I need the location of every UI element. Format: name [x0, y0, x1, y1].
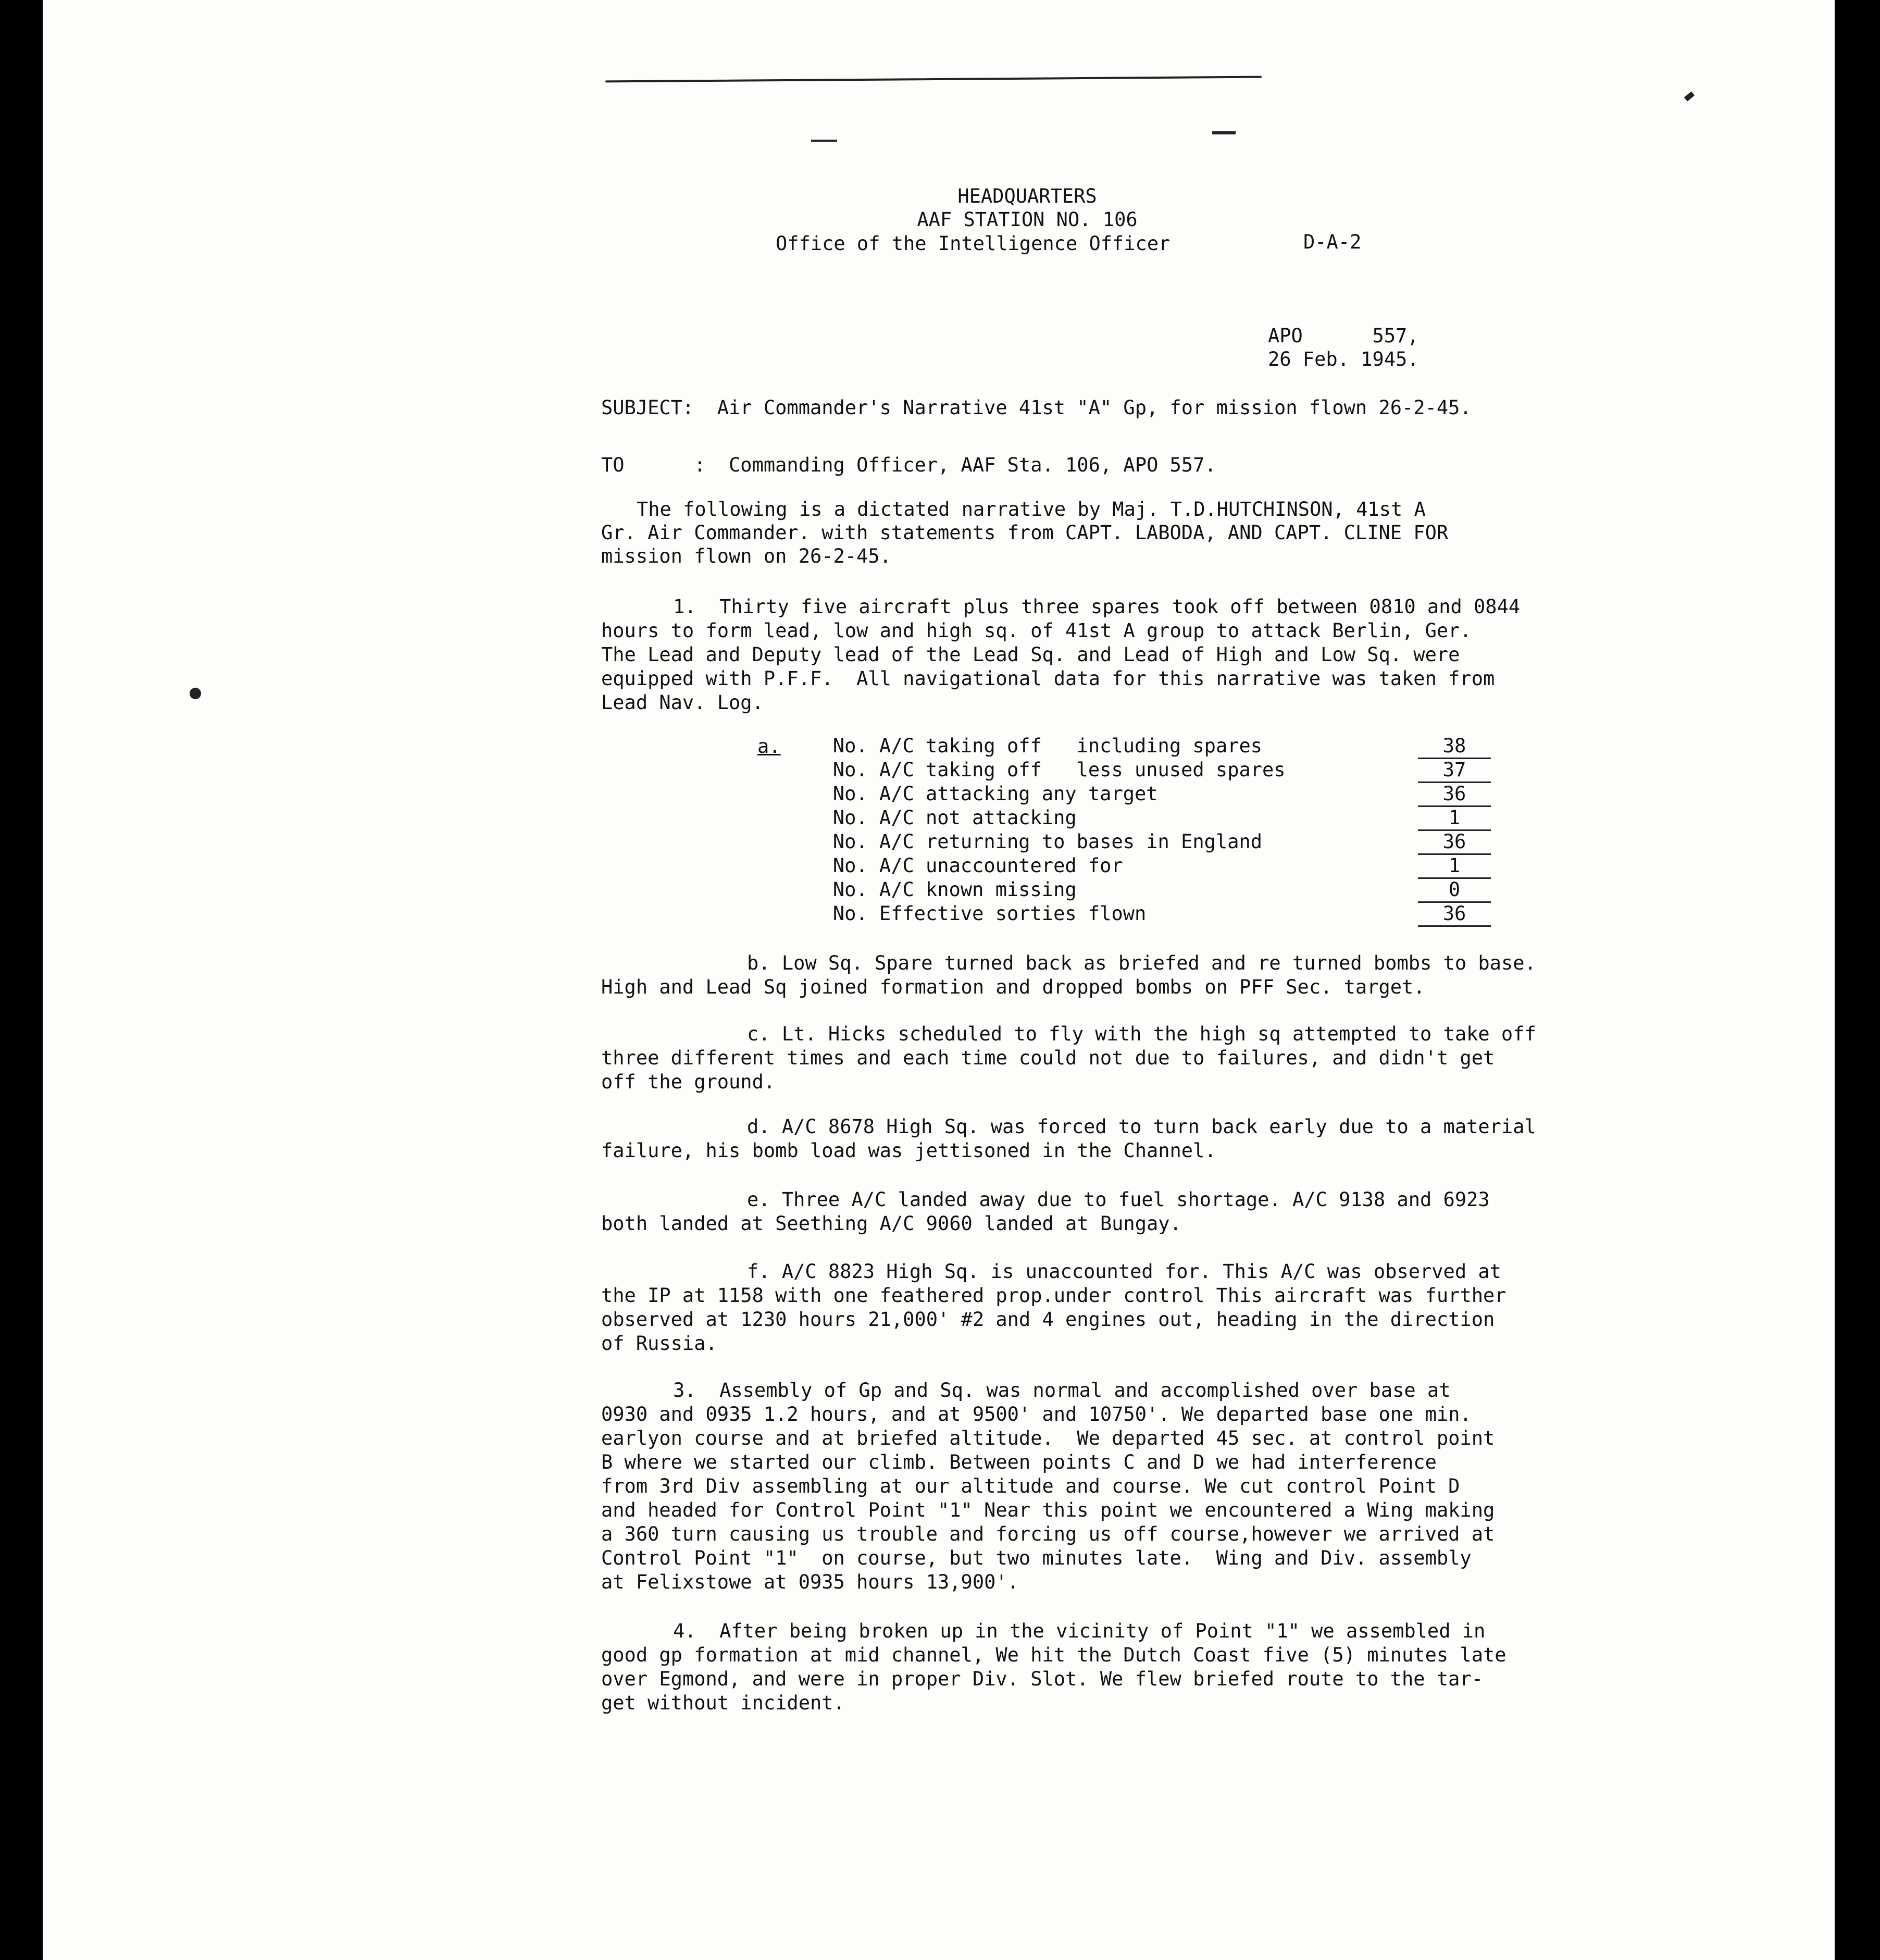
para3-line-3: earlyon course and at briefed altitude. We departed 45 sec. at control point	[601, 1427, 1495, 1449]
scan-mark-dash-2	[1212, 131, 1236, 134]
to-line: TO : Commanding Officer, AAF Sta. 106, APO 557.	[601, 454, 1216, 476]
letterhead-line-1: HEADQUARTERS	[957, 185, 1097, 207]
tally-letter: a.	[757, 735, 781, 758]
para4-line-4: get without incident.	[601, 1692, 845, 1714]
para1-line-1: 1. Thirty five aircraft plus three spares took off between 0810 and 0844	[673, 596, 1521, 618]
intro-line-3: mission flown on 26-2-45.	[601, 545, 891, 567]
tally-row	[798, 854, 1475, 878]
para-e-line-1: e. Three A/C landed away due to fuel shortage. A/C 9138 and 6923	[747, 1188, 1490, 1211]
tally-row	[798, 807, 1475, 830]
scan-mark-dot	[190, 688, 201, 699]
tally-value: 36	[1442, 783, 1466, 805]
scan-mark-top-line	[605, 76, 1262, 83]
para4-line-1: 4. After being broken up in the vicinity of Point "1" we assembled in	[673, 1620, 1486, 1642]
tally-label: No. A/C returning to bases in England	[798, 830, 1263, 853]
para3-line-1: 3. Assembly of Gp and Sq. was normal and accomplished over base at	[673, 1379, 1451, 1401]
para4-line-2: good gp formation at mid channel, We hit the Dutch Coast five (5) minutes late	[601, 1644, 1507, 1666]
intro-line-2: Gr. Air Commander. with statements from CAPT. LABODA, AND CAPT. CLINE FOR	[601, 522, 1449, 544]
letterhead-line-2: AAF STATION NO. 106	[917, 208, 1138, 231]
para1-line-4: equipped with P.F.F. All navigational data for this narrative was taken from	[601, 667, 1495, 690]
tally-label: No. A/C known missing	[798, 878, 1077, 901]
para-d-line-1: d. A/C 8678 High Sq. was forced to turn back early due to a material	[747, 1115, 1536, 1138]
para3-line-2: 0930 and 0935 1.2 hours, and at 9500' and 10750'. We departed base one min.	[601, 1403, 1472, 1425]
para-c-line-3: off the ground.	[601, 1071, 776, 1093]
para1-line-5: Lead Nav. Log.	[601, 691, 764, 714]
tally-row	[798, 735, 1475, 759]
para3-line-8: Control Point "1" on course, but two minutes late. Wing and Div. assembly	[601, 1547, 1472, 1569]
date-line: 26 Feb. 1945.	[1268, 348, 1419, 370]
tally-row	[798, 759, 1475, 783]
para3-line-9: at Felixstowe at 0935 hours 13,900'.	[601, 1571, 1019, 1593]
para-f-line-2: the IP at 1158 with one feathered prop.under control This aircraft was further	[601, 1284, 1507, 1307]
para3-line-4: B where we started our climb. Between points C and D we had interference	[601, 1451, 1437, 1473]
scan-mark-tick	[1684, 91, 1695, 101]
letterhead-line-3: Office of the Intelligence Officer	[776, 232, 1171, 255]
intro-line-1: The following is a dictated narrative by Maj. T.D.HUTCHINSON, 41st A	[637, 498, 1426, 520]
para-f-line-4: of Russia.	[601, 1332, 717, 1355]
tally-row	[798, 783, 1475, 807]
tally-label: No. A/C not attacking	[798, 807, 1077, 829]
apo-line: APO 557,	[1268, 325, 1419, 347]
para-e-line-2: both landed at Seething A/C 9060 landed at Bungay.	[601, 1212, 1181, 1235]
para4-line-3: over Egmond, and were in proper Div. Slot. We flew briefed route to the tar-	[601, 1668, 1483, 1690]
scan-mark-dash-1	[811, 140, 837, 142]
para1-line-2: hours to form lead, low and high sq. of 41st A group to attack Berlin, Ger.	[601, 619, 1472, 642]
tally-value: 0	[1448, 878, 1461, 901]
tally-label: No. A/C taking off less unused spares	[798, 759, 1286, 781]
para-c-line-2: three different times and each time could not due to failures, and didn't get	[601, 1047, 1495, 1069]
document-code: D-A-2	[1303, 231, 1362, 253]
tally-value: 36	[1442, 830, 1466, 853]
para-f-line-1: f. A/C 8823 High Sq. is unaccounted for. This A/C was observed at	[747, 1260, 1501, 1283]
para3-line-5: from 3rd Div assembling at our altitude and course. We cut control Point D	[601, 1475, 1460, 1497]
para3-line-7: a 360 turn causing us trouble and forcing us off course,however we arrived at	[601, 1523, 1495, 1545]
para-c-line-1: c. Lt. Hicks scheduled to fly with the high sq attempted to take off	[747, 1023, 1536, 1045]
subject-line: SUBJECT: Air Commander's Narrative 41st "A" Gp, for mission flown 26-2-45.	[601, 396, 1472, 419]
tally-value: 37	[1442, 759, 1466, 781]
para-f-line-3: observed at 1230 hours 21,000' #2 and 4 engines out, heading in the direction	[601, 1308, 1495, 1331]
para1-line-3: The Lead and Deputy lead of the Lead Sq. and Lead of High and Low Sq. were	[601, 643, 1460, 666]
tally-value: 36	[1442, 902, 1466, 925]
tally-rule	[1418, 925, 1491, 927]
tally-label: No. Effective sorties flown	[798, 902, 1147, 925]
tally-label: No. A/C unaccountered for	[798, 854, 1123, 877]
tally-label: No. A/C taking off including spares	[798, 735, 1263, 757]
tally-row	[798, 902, 1475, 926]
tally-row	[798, 830, 1475, 854]
tally-label: No. A/C attacking any target	[798, 783, 1158, 805]
document-page	[43, 0, 1835, 1960]
tally-value: 1	[1448, 807, 1461, 829]
para-d-line-2: failure, his bomb load was jettisoned in the Channel.	[601, 1139, 1216, 1162]
para-b-line-1: b. Low Sq. Spare turned back as briefed and re turned bombs to base.	[747, 952, 1536, 974]
para-b-line-2: High and Lead Sq joined formation and dropped bombs on PFF Sec. target.	[601, 976, 1425, 998]
para3-line-6: and headed for Control Point "1" Near this point we encountered a Wing making	[601, 1499, 1495, 1521]
tally-value: 1	[1448, 854, 1461, 877]
tally-row	[798, 878, 1475, 902]
tally-value: 38	[1442, 735, 1466, 757]
